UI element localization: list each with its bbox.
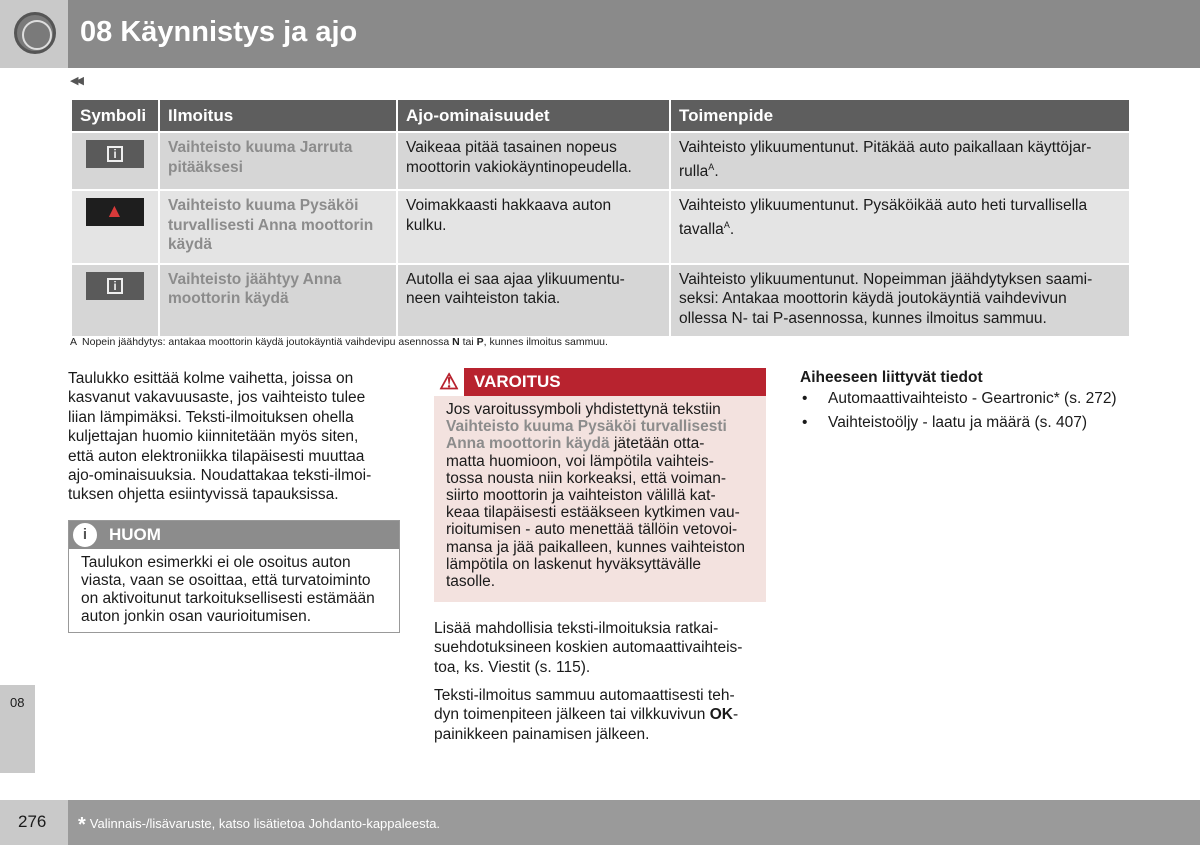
note-title: HUOM bbox=[109, 525, 161, 544]
back-arrow-icon[interactable]: ◀◀ bbox=[70, 75, 81, 87]
table-row bbox=[72, 265, 1129, 337]
footnote: A Nopein jäähdytys: antakaa moottorin käydä joutokäyntiä vaihdevipu asennossa N tai P, kunnes ilmoitus sammuu. bbox=[70, 336, 608, 348]
footer bbox=[0, 800, 1200, 845]
page-number: 276 bbox=[18, 812, 47, 831]
related-title: Aiheeseen liittyvät tiedot bbox=[800, 369, 983, 386]
col-header-symbol: Symboli bbox=[72, 100, 158, 131]
warning-triangle-icon: ▲ bbox=[86, 198, 144, 226]
warning-body: Jos varoitussymboli yhdistettynä tekstiin Vaihteisto kuuma Pysäköi turvallisesti Anna moottorin käydä jätetään otta- matta huomioon, voi lämpötila vaihteis- tossa nousta niin korkeaksi, että voiman- siirto moottorin ja vaihteiston välillä kat- keaa tilapäisesti estääkseen kytkimen vau- rioitumisen - auto menettää tällöin vetovoi- mansa ja jää paikalleen, kunnes vaihteiston lämpötila on laskenut hyväksyttävälle tasolle. bbox=[446, 401, 745, 591]
table-row bbox=[72, 133, 1129, 189]
driving-text: Autolla ei saa ajaa ylikuumentu- neen vaihteiston takia. bbox=[398, 265, 669, 337]
related-info bbox=[800, 369, 1117, 435]
action-text: Vaihteisto ylikuumentunut. Pitäkää auto paikallaan käyttöjar- rulla$^A$. bbox=[671, 133, 1129, 189]
warning-box bbox=[434, 368, 766, 602]
footer-note: Valinnais-/lisävaruste, katso lisätietoa Johdanto-kappaleesta. bbox=[89, 816, 441, 831]
page-title: 08 Käynnistys ja ajo bbox=[80, 16, 358, 48]
table-row bbox=[72, 191, 1129, 263]
chapter-icon-area bbox=[0, 0, 68, 68]
message-text: Vaihteisto jäähtyy Anna moottorin käydä bbox=[160, 265, 396, 337]
message-text: Vaihteisto kuuma Jarruta pitääksesi bbox=[160, 133, 396, 189]
note-body: Taulukon esimerkki ei ole osoitus auton viasta, vaan se osoittaa, että turvatoiminto on aktivoitunut tarkoituksellisesti estämään auton jonkin osan vaurioitumisen. bbox=[81, 554, 375, 625]
message-text: Vaihteisto kuuma Pysäköi turvallisesti Anna moottorin käydä bbox=[160, 191, 396, 263]
chapter-tab: 08 bbox=[0, 685, 35, 773]
steering-wheel-icon bbox=[14, 12, 56, 54]
action-text: Vaihteisto ylikuumentunut. Nopeimman jäähdytyksen saami- seksi: Antakaa moottorin käydä joutokäyntiä vaihdevivun ollessa N- tai P-asennossa, kunnes ilmoitus sammuu. bbox=[671, 265, 1129, 337]
info-icon: i bbox=[86, 272, 144, 300]
col-header-message: Ilmoitus bbox=[160, 100, 396, 131]
warning-triangle-icon: ⚠ bbox=[434, 368, 464, 396]
info-icon: i bbox=[86, 140, 144, 168]
message-table bbox=[70, 98, 1131, 338]
info-circle-icon: i bbox=[73, 523, 97, 547]
intro-paragraph: Taulukko esittää kolme vaihetta, joissa on kasvanut vakavuusaste, jos vaihteisto tulee liian lämpimäksi. Teksti-ilmoituksen ohella kuljettajan huomio kiinnitetään myös siten, että auton elektroniikka tilapäisesti muuttaa ajo-ominaisuuksia. Noudattakaa teksti-ilmoi- tuksen ohjetta esiintyvissä tapauksissa. bbox=[68, 370, 372, 504]
driving-text: Vaikeaa pitää tasainen nopeus moottorin vakiokäyntinopeudella. bbox=[398, 133, 669, 189]
col-header-driving: Ajo-ominaisuudet bbox=[398, 100, 669, 131]
driving-text: Voimakkaasti hakkaava auton kulku. bbox=[398, 191, 669, 263]
warning-title: VAROITUS bbox=[474, 372, 561, 391]
more-messages-paragraph: Lisää mahdollisia teksti-ilmoituksia ratkai- suehdotuksineen koskien automaattivaihteis- toa, ks. Viestit (s. 115). bbox=[434, 620, 743, 676]
note-box bbox=[68, 520, 400, 633]
header-bar bbox=[68, 0, 1200, 68]
col-header-action: Toimenpide bbox=[671, 100, 1129, 131]
auto-off-paragraph: Teksti-ilmoitus sammuu automaattisesti teh- dyn toimenpiteen jälkeen tai vilkkuvivun OK- painikkeen painamisen jälkeen. bbox=[434, 687, 739, 743]
related-link[interactable]: • Automaattivaihteisto - Geartronic* (s. 272) bbox=[800, 387, 1117, 411]
related-link[interactable]: • Vaihteistoöljy - laatu ja määrä (s. 407) bbox=[800, 411, 1117, 435]
action-text: Vaihteisto ylikuumentunut. Pysäköikää auto heti turvallisella tavalla$^A$. bbox=[671, 191, 1129, 263]
asterisk: * bbox=[78, 814, 86, 836]
